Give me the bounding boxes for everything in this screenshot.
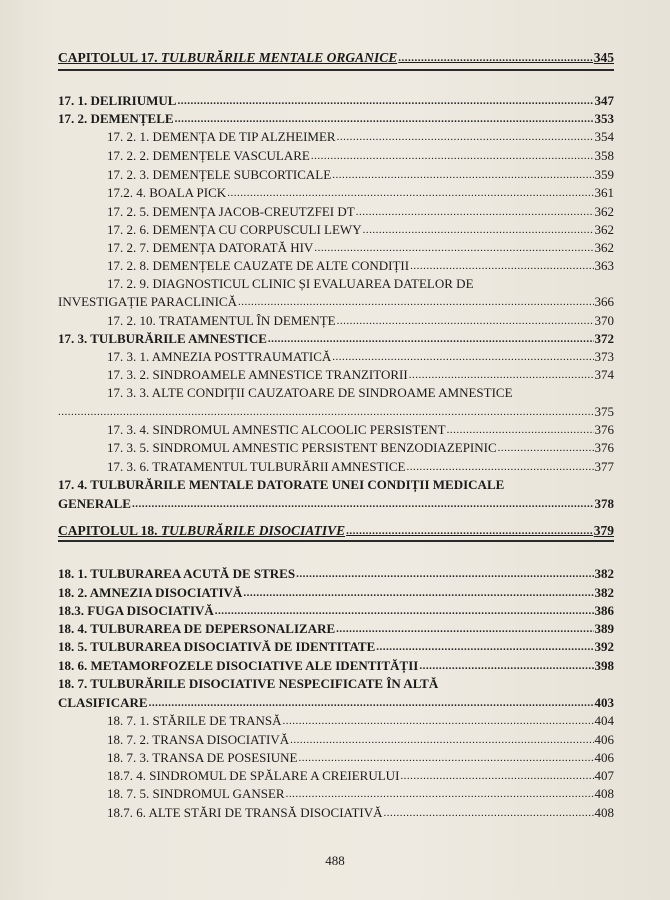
page-ref: 378	[594, 496, 614, 511]
dot-leader	[498, 442, 594, 455]
page-ref: 358	[594, 148, 614, 163]
dot-leader	[337, 315, 594, 328]
toc-entry	[58, 126, 614, 144]
page-ref: 398	[594, 658, 614, 673]
dot-leader	[268, 333, 594, 346]
page-ref: 382	[594, 566, 614, 581]
entry-title: 18. 7. 5. SINDROMUL GANSER	[107, 786, 285, 801]
entry-title: 17. 3. 4. SINDROMUL AMNESTIC ALCOOLIC PERSISTENT	[107, 422, 446, 437]
toc-entry	[58, 328, 614, 346]
toc-entry	[58, 582, 614, 600]
page-ref: 375	[594, 404, 614, 419]
dot-leader	[177, 95, 593, 108]
page-ref: 379	[593, 523, 614, 538]
page-ref: 361	[594, 185, 614, 200]
chapter-divider	[58, 540, 614, 542]
toc-entry	[58, 600, 614, 618]
entry-title: 17. 3. 3. ALTE CONDIȚII CAUZATOARE DE SINDROAME AMNESTICE	[107, 385, 513, 400]
page-ref: 408	[594, 786, 614, 801]
page-ref: 389	[594, 621, 614, 636]
page-ref: 362	[594, 222, 614, 237]
toc-entry	[58, 618, 614, 636]
page-ref: 366	[594, 294, 614, 309]
toc-entry-continued	[58, 493, 614, 511]
chapter-title: TULBURĂRILE DISOCIATIVE	[160, 523, 346, 538]
dot-leader	[332, 351, 593, 364]
entry-title: INVESTIGAȚIE PARACLINICĂ	[58, 294, 237, 309]
toc-entry	[58, 655, 614, 673]
dot-leader	[175, 113, 594, 126]
page-ref: 353	[594, 111, 614, 126]
top-divider	[58, 69, 614, 71]
chapter-title: TULBURĂRILE MENTALE ORGANICE	[160, 50, 398, 65]
page-ref: 363	[594, 258, 614, 273]
page-ref: 376	[594, 440, 614, 455]
entry-title: 18. 1. TULBURAREA ACUTĂ DE STRES	[58, 566, 296, 581]
entry-title: 17. 1. DELIRIUMUL	[58, 93, 177, 108]
chapter-heading	[58, 520, 614, 538]
page-ref: 392	[594, 639, 614, 654]
dot-leader	[384, 807, 594, 820]
toc-entry	[58, 563, 614, 581]
dot-leader	[332, 169, 593, 182]
dot-leader	[243, 587, 593, 600]
toc-entry-continued	[58, 401, 614, 419]
page-ref: 408	[594, 805, 614, 820]
entry-title: 17. 2. 8. DEMENȚELE CAUZATE DE ALTE CONDIȚII	[107, 258, 410, 273]
page-ref: 345	[593, 50, 614, 65]
page-ref: 347	[594, 93, 614, 108]
entry-title: 17. 2. 6. DEMENȚA CU CORPUSCULI LEWY	[107, 222, 362, 237]
toc-entry	[58, 255, 614, 273]
page-number: 488	[325, 853, 345, 868]
entry-title: 17. 2. 10. TRATAMENTUL ÎN DEMENȚE	[107, 313, 336, 328]
entry-title: 18. 2. AMNEZIA DISOCIATIVĂ	[58, 585, 243, 600]
page-ref: 407	[594, 768, 614, 783]
toc-entry	[58, 364, 614, 382]
dot-leader	[410, 260, 593, 273]
entry-title: 18. 7. 1. STĂRILE DE TRANSĂ	[107, 713, 282, 728]
dot-leader	[290, 734, 593, 747]
entry-title: 17. 3. 5. SINDROMUL AMNESTIC PERSISTENT BENZODIAZEPINIC	[107, 440, 497, 455]
dot-leader	[298, 752, 593, 765]
dot-leader	[286, 788, 594, 801]
toc-entry	[58, 673, 614, 691]
toc-entry	[58, 783, 614, 801]
dot-leader	[311, 150, 594, 163]
entry-title: 17. 3. 2. SINDROAMELE AMNESTICE TRANZITORII	[107, 367, 408, 382]
entry-title: 17. 2. 9. DIAGNOSTICUL CLINIC ȘI EVALUAREA DATELOR DE	[107, 276, 474, 291]
toc-entry	[58, 456, 614, 474]
page-ref: 404	[594, 713, 614, 728]
toc-entry	[58, 145, 614, 163]
page-ref: 403	[594, 695, 614, 710]
dot-leader	[132, 498, 594, 511]
page-ref: 382	[594, 585, 614, 600]
toc-entry	[58, 636, 614, 654]
page-ref: 362	[594, 204, 614, 219]
entry-title: 18. 6. METAMORFOZELE DISOCIATIVE ALE IDENTITĂȚII	[58, 658, 419, 673]
entry-title: GENERALE	[58, 496, 131, 511]
page-ref: 359	[594, 167, 614, 182]
page-ref: 372	[594, 331, 614, 346]
dot-leader	[227, 187, 593, 200]
entry-title: 17. 2. 1. DEMENȚA DE TIP ALZHEIMER	[107, 129, 336, 144]
dot-leader	[409, 369, 594, 382]
dot-leader	[419, 660, 593, 673]
page-ref: 374	[594, 367, 614, 382]
toc-entry	[58, 710, 614, 728]
chapter-heading	[58, 47, 614, 65]
toc-entry	[58, 802, 614, 820]
page-ref: 386	[594, 603, 614, 618]
entry-title: 18. 4. TULBURAREA DE DEPERSONALIZARE	[58, 621, 336, 636]
toc-entry	[58, 437, 614, 455]
toc-entry	[58, 729, 614, 747]
page-ref: 376	[594, 422, 614, 437]
entry-title: 18.7. 6. ALTE STĂRI DE TRANSĂ DISOCIATIVĂ	[107, 805, 383, 820]
dot-leader	[346, 525, 593, 538]
toc-entry	[58, 219, 614, 237]
entry-title: 18. 5. TULBURAREA DISOCIATIVĂ DE IDENTITATE	[58, 639, 376, 654]
entry-title: CLASIFICARE	[58, 695, 148, 710]
entry-title: 17. 2. 5. DEMENȚA JACOB-CREUTZFEI DT	[107, 204, 355, 219]
page-ref: 354	[594, 129, 614, 144]
page-ref: 362	[594, 240, 614, 255]
entry-title: 18.3. FUGA DISOCIATIVĂ	[58, 603, 214, 618]
dot-leader	[337, 131, 594, 144]
page-ref: 406	[594, 732, 614, 747]
toc-entry	[58, 474, 614, 492]
toc-entry	[58, 90, 614, 108]
toc-entry-continued	[58, 692, 614, 710]
chapter-label: CAPITOLUL 18.	[58, 523, 158, 538]
page-ref: 406	[594, 750, 614, 765]
toc-entry	[58, 182, 614, 200]
dot-leader	[406, 461, 593, 474]
entry-title: 17. 2. 2. DEMENȚELE VASCULARE	[107, 148, 310, 163]
toc-entry	[58, 273, 614, 291]
entry-title: 17. 3. TULBURĂRILE AMNESTICE	[58, 331, 267, 346]
dot-leader	[400, 770, 593, 783]
entry-title: 17. 3. 1. AMNEZIA POSTTRAUMATICĂ	[107, 349, 332, 364]
toc-entry	[58, 346, 614, 364]
entry-title: 17. 2. 7. DEMENȚA DATORATĂ HIV	[107, 240, 314, 255]
entry-title: 18. 7. TULBURĂRILE DISOCIATIVE NESPECIFICATE ÎN ALTĂ	[58, 676, 439, 691]
entry-title: 17. 4. TULBURĂRILE MENTALE DATORATE UNEI CONDIȚII MEDICALE	[58, 477, 505, 492]
dot-leader	[336, 623, 593, 636]
dot-leader	[149, 697, 594, 710]
toc-entry	[58, 747, 614, 765]
page-ref: 373	[594, 349, 614, 364]
entry-title: 18. 7. 2. TRANSA DISOCIATIVĂ	[107, 732, 290, 747]
entry-title: 18.7. 4. SINDROMUL DE SPĂLARE A CREIERULUI	[107, 768, 400, 783]
dot-leader	[447, 424, 594, 437]
entry-title: 17. 3. 6. TRATAMENTUL TULBURĂRII AMNESTICE	[107, 459, 406, 474]
toc-entry	[58, 419, 614, 437]
dot-leader	[238, 296, 594, 309]
dot-leader	[376, 641, 593, 654]
dot-leader	[356, 206, 594, 219]
toc-entry	[58, 201, 614, 219]
toc-entry	[58, 164, 614, 182]
page-ref: 370	[594, 313, 614, 328]
dot-leader	[215, 605, 594, 618]
chapter-label: CAPITOLUL 17.	[58, 50, 158, 65]
toc-entry	[58, 237, 614, 255]
toc-entry-continued	[58, 291, 614, 309]
dot-leader	[296, 568, 593, 581]
entry-title: 17.2. 4. BOALA PICK	[107, 185, 227, 200]
entry-title: 17. 2. 3. DEMENȚELE SUBCORTICALE	[107, 167, 332, 182]
dot-leader	[283, 715, 594, 728]
toc-entry	[58, 108, 614, 126]
dot-leader	[314, 242, 593, 255]
entry-title: 18. 7. 3. TRANSA DE POSESIUNE	[107, 750, 298, 765]
toc-entry	[58, 765, 614, 783]
toc-entry	[58, 382, 614, 400]
dot-leader	[363, 224, 594, 237]
toc-entry	[58, 310, 614, 328]
dot-leader	[398, 52, 593, 65]
page-ref: 377	[594, 459, 614, 474]
dot-leader	[58, 406, 594, 419]
entry-title: 17. 2. DEMENȚELE	[58, 111, 174, 126]
